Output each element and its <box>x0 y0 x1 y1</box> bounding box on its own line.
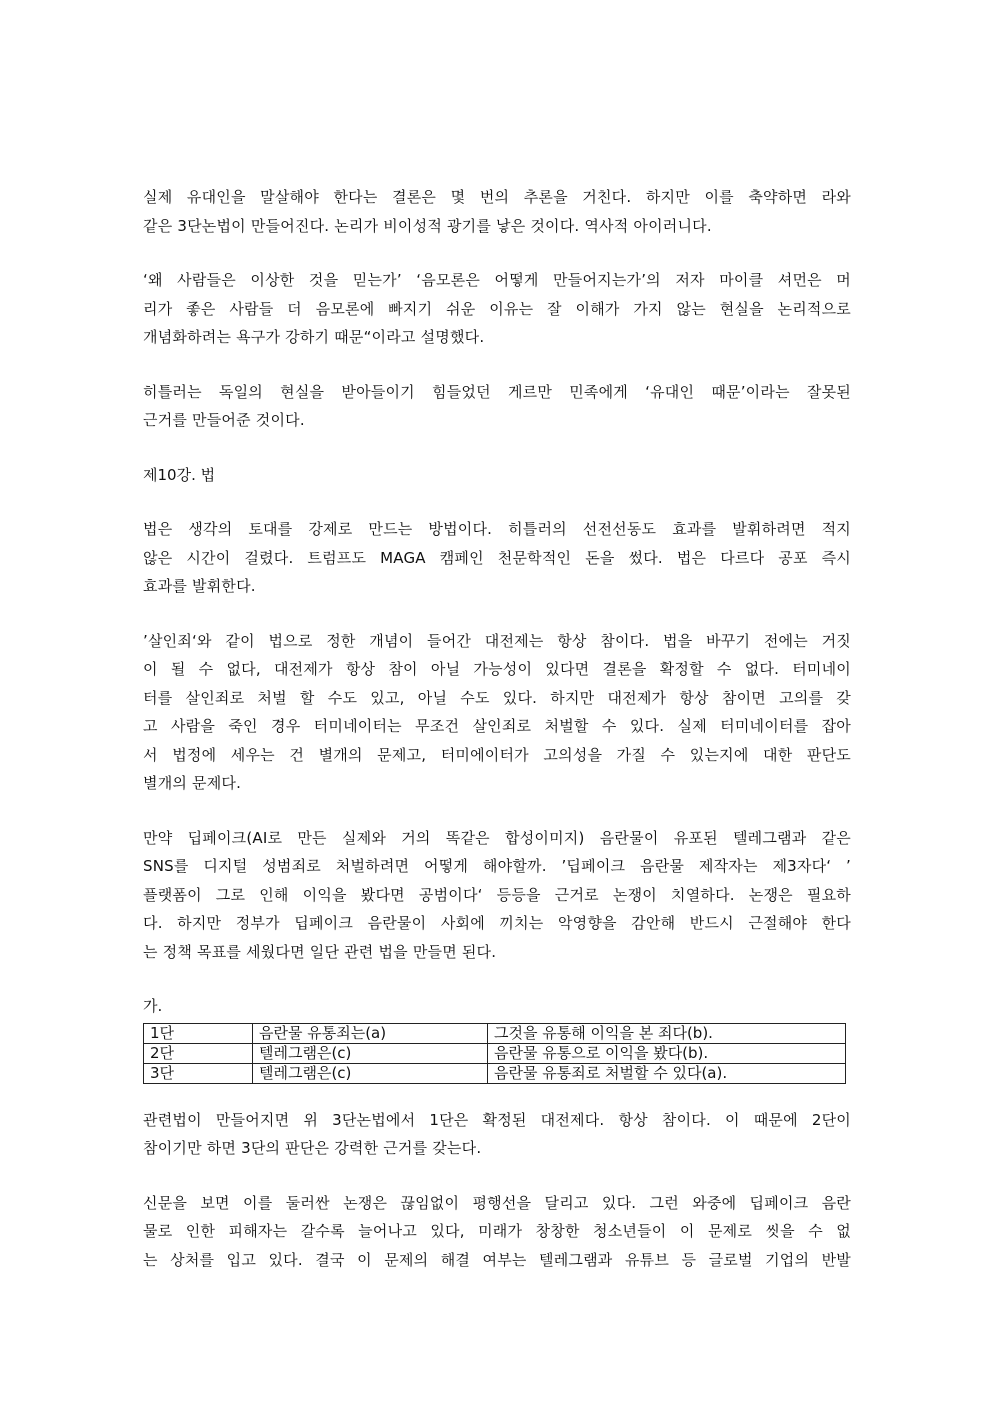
paragraph-hitler <box>143 378 851 435</box>
text-line: 이 될 수 없다, 대전제가 항상 참이 아닐 가능성이 있다면 결론을 확정할 수 없다. 터미네이 <box>143 660 851 678</box>
text-line: 서 법정에 세우는 건 별개의 문제고, 터미에이터가 고의성을 가질 수 있는지에 대한 판단도 <box>143 745 851 764</box>
paragraph-premise-confirmed <box>143 1106 851 1163</box>
text-line: 않은 시간이 걸렸다. 트럼프도 MAGA 캠페인 천문학적인 돈을 썼다. 법은 다르다 공포 즉시 <box>143 548 851 567</box>
text-line: 리가 좋은 사람들 더 음모론에 빠지기 쉬운 이유는 잘 이해가 가지 않는 현실을 논리적으로 <box>143 299 851 318</box>
text-line: 같은 3단논법이 만들어진다. 논리가 비이성적 광기를 낳은 것이다. 역사적 아이러니다. <box>143 216 712 235</box>
text-line: 히틀러는 독일의 현실을 받아들이기 힘들었던 게르만 민족에게 ‘유대인 때문’이라는 잘못된 <box>143 382 851 401</box>
table-row <box>144 1023 846 1043</box>
text-line: 물로 인한 피해자는 갈수록 늘어나고 있다, 미래가 창창한 청소년들이 이 문제로 씻을 수 없 <box>143 1222 851 1240</box>
text-line: 실제 유대인을 말살해야 한다는 결론은 몇 번의 추론을 거친다. 하지만 이를 축약하면 라와 <box>143 188 851 206</box>
paragraph-syllogism-conclusion <box>143 183 851 240</box>
text-line: 만약 딥페이크(AI로 만든 실제와 거의 똑같은 합성이미지) 음란물이 유포된 텔레그램과 같은 <box>143 828 851 847</box>
paragraph-law-intro <box>143 515 851 601</box>
table-cell: 음란물 유통죄는(a) <box>253 1023 488 1043</box>
table-cell: 3단 <box>144 1063 253 1083</box>
text-line: 법은 생각의 토대를 강제로 만드는 방법이다. 히틀러의 선전선동도 효과를 발휘하려면 적지 <box>143 520 851 538</box>
paragraph-michael-shermer <box>143 266 851 352</box>
table-row <box>144 1063 846 1083</box>
table-cell: 텔레그램은(c) <box>253 1043 488 1063</box>
text-line: 별개의 문제다. <box>143 774 242 792</box>
section-heading: 제10강. 법 <box>143 465 216 484</box>
text-line: 터를 살인죄로 처벌 할 수도 있고, 아닐 수도 있다. 하지만 대전제가 항상 참이면 고의를 갖 <box>143 688 851 707</box>
table-cell: 그것을 유통해 이익을 본 죄다(b). <box>488 1023 846 1043</box>
table-cell: 텔레그램은(c) <box>253 1063 488 1083</box>
table-cell: 2단 <box>144 1043 253 1063</box>
text-line: 근거를 만들어준 것이다. <box>143 411 305 429</box>
text-line: ‘왜 사람들은 이상한 것을 믿는가’ ‘음모론은 어떻게 만들어지는가’의 저자 마이클 셔먼은 머 <box>143 271 851 289</box>
text-line: SNS를 디지털 성범죄로 처벌하려면 어떻게 해야할까. ’딥페이크 음란물 제작자는 제3자다‘ ’ <box>143 857 851 875</box>
text-line: 다. 하지만 정부가 딥페이크 음란물이 사회에 끼치는 악영향을 감안해 반드시 근절해야 한다 <box>143 914 851 932</box>
table-row <box>144 1043 846 1063</box>
text-line: 플랫폼이 그로 인해 이익을 봤다면 공범이다‘ 등등을 근거로 논쟁이 치열하다. 논쟁은 필요하 <box>143 885 851 904</box>
text-line: 는 상처를 입고 있다. 결국 이 문제의 해결 여부는 텔레그램과 유튜브 등 글로벌 기업의 반발 <box>143 1250 851 1269</box>
text-line: 고 사람을 죽인 경우 터미네이터는 무조건 살인죄로 처벌할 수 있다. 실제 터미네이터를 잡아 <box>143 717 851 735</box>
text-line: 개념화하려는 욕구가 강하기 때문“이라고 설명했다. <box>143 328 485 346</box>
paragraph-murder-premise <box>143 627 851 798</box>
table-cell: 음란물 유통으로 이익을 봤다(b). <box>488 1043 846 1063</box>
paragraph-newspaper <box>143 1189 851 1275</box>
syllogism-table <box>143 1023 846 1084</box>
text-line: 효과를 발휘한다. <box>143 577 256 595</box>
text-line: ’살인죄‘와 같이 법으로 정한 개념이 들어간 대전제는 항상 참이다. 법을 바꾸기 전에는 거짓 <box>143 631 851 650</box>
text-line: 참이기만 하면 3단의 판단은 강력한 근거를 갖는다. <box>143 1139 482 1157</box>
document-body <box>143 183 851 1300</box>
text-line: 관련법이 만들어지면 위 3단논법에서 1단은 확정된 대전제다. 항상 참이다. 이 때문에 2단이 <box>143 1110 851 1129</box>
table-label: 가. <box>143 997 163 1015</box>
paragraph-deepfake <box>143 824 851 967</box>
table-cell: 1단 <box>144 1023 253 1043</box>
text-line: 신문을 보면 이를 둘러싼 논쟁은 끊임없이 평행선을 달리고 있다. 그런 와중에 딥페이크 음란 <box>143 1193 851 1212</box>
table-cell: 음란물 유통죄로 처벌할 수 있다(a). <box>488 1063 846 1083</box>
text-line: 는 정책 목표를 세웠다면 일단 관련 법을 만들면 된다. <box>143 942 497 961</box>
